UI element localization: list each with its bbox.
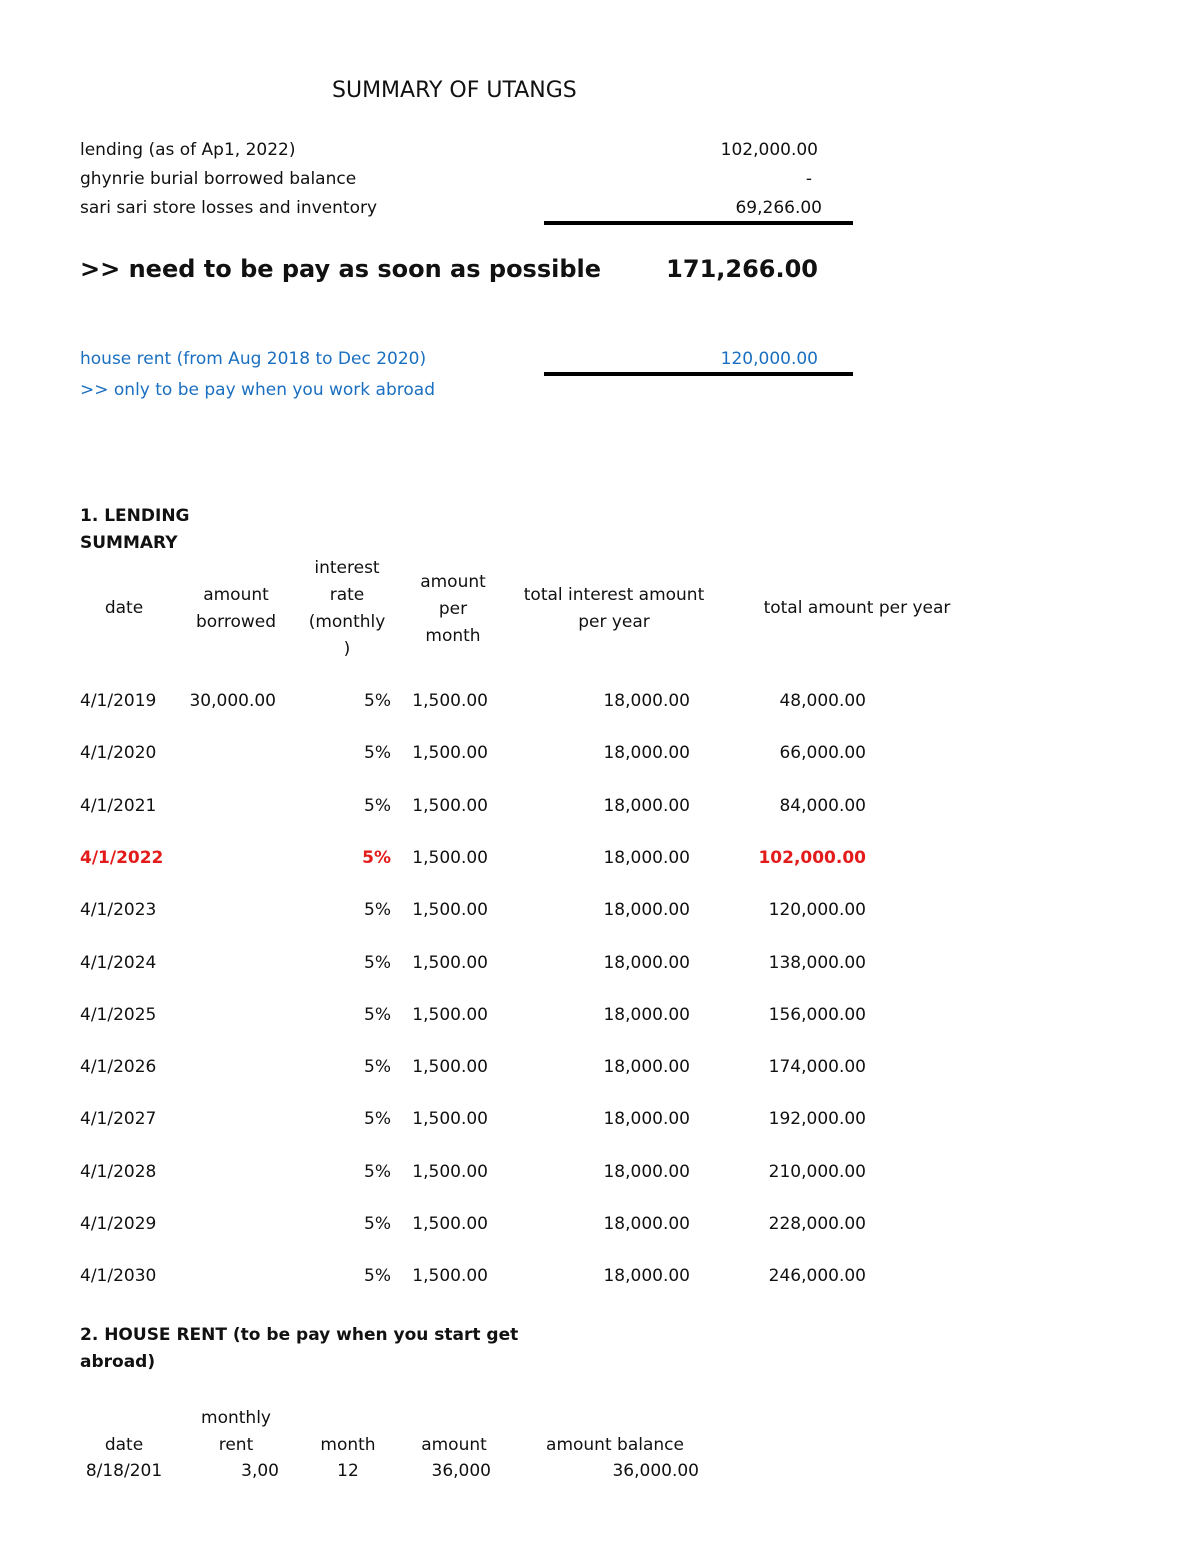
lending-row-total-year: 246,000.00 [768,1266,866,1286]
lending-row-rate: 5% [364,796,391,816]
rent-col-header-amount-balance: amount balance [546,1435,684,1455]
rent-row-amount: 36,000 [431,1461,491,1481]
lending-row-interest-year: 18,000.00 [603,691,690,711]
lending-row-date: 4/1/2019 [80,691,157,711]
rent-row-monthly-rent: 3,00 [241,1461,279,1481]
lending-row-date: 4/1/2022 [80,848,164,868]
lending-row-interest-year: 18,000.00 [603,796,690,816]
house-rent-heading-line2: abroad) [80,1352,156,1372]
lending-row-total-year: 192,000.00 [768,1109,866,1129]
lending-row-rate: 5% [364,1214,391,1234]
summary-label-lending: lending (as of Ap1, 2022) [80,140,296,160]
lending-row-rate: 5% [364,953,391,973]
lending-row-date: 4/1/2021 [80,796,157,816]
lending-row-per-month: 1,500.00 [412,1162,488,1182]
lending-row-rate: 5% [364,1266,391,1286]
total-rule [544,221,853,225]
summary-label-burial: ghynrie burial borrowed balance [80,169,357,189]
lending-row-interest-year: 18,000.00 [603,1162,690,1182]
house-rent-note: >> only to be pay when you work abroad [80,380,435,400]
lending-row-per-month: 1,500.00 [412,1057,488,1077]
lending-row-total-year: 48,000.00 [779,691,866,711]
lending-row-per-month: 1,500.00 [412,743,488,763]
lending-row-interest-year: 18,000.00 [603,900,690,920]
lending-row-rate: 5% [364,1162,391,1182]
house-rent-label: house rent (from Aug 2018 to Dec 2020) [80,349,427,369]
summary-label-store: sari sari store losses and inventory [80,198,378,218]
lending-heading-line2: SUMMARY [80,533,178,553]
lending-row-total-year: 120,000.00 [768,900,866,920]
lending-row-per-month: 1,500.00 [412,953,488,973]
lending-row-rate: 5% [364,743,391,763]
lending-row-date: 4/1/2026 [80,1057,157,1077]
rent-row-month: 12 [337,1461,359,1481]
house-rent-rule [544,372,853,376]
lending-heading-line1: 1. LENDING [80,506,190,526]
lending-row-per-month: 1,500.00 [412,1266,488,1286]
col-header-interest-rate: interest rate (monthly ) [308,558,386,659]
lending-row-interest-year: 18,000.00 [603,848,690,868]
lending-row-per-month: 1,500.00 [412,900,488,920]
lending-row-interest-year: 18,000.00 [603,1266,690,1286]
rent-row-date: 8/18/201 [85,1461,163,1481]
lending-row-borrowed: 30,000.00 [189,691,276,711]
summary-value-store: 69,266.00 [735,198,822,218]
lending-row-total-year: 228,000.00 [768,1214,866,1234]
rent-col-header-month: month [320,1435,376,1455]
lending-row-date: 4/1/2028 [80,1162,157,1182]
col-header-amount-per-month: amount per month [420,572,486,646]
rent-col-header-amount: amount [421,1435,487,1455]
lending-row-total-year: 174,000.00 [768,1057,866,1077]
lending-row-date: 4/1/2023 [80,900,157,920]
lending-row-total-year: 138,000.00 [768,953,866,973]
col-header-amount-borrowed: amount borrowed [195,585,277,632]
lending-row-interest-year: 18,000.00 [603,1214,690,1234]
lending-row-per-month: 1,500.00 [412,796,488,816]
col-header-date: date [104,598,144,618]
lending-row-total-year: 210,000.00 [768,1162,866,1182]
lending-row-interest-year: 18,000.00 [603,1109,690,1129]
lending-row-date: 4/1/2030 [80,1266,157,1286]
lending-row-rate: 5% [364,691,391,711]
lending-row-interest-year: 18,000.00 [603,743,690,763]
rent-col-header-monthly-rent: monthly rent [201,1408,271,1455]
lending-row-per-month: 1,500.00 [412,691,488,711]
total-label: >> need to be pay as soon as possible [80,255,602,283]
house-rent-heading-line1: 2. HOUSE RENT (to be pay when you start get [80,1325,519,1345]
lending-row-total-year: 156,000.00 [768,1005,866,1025]
lending-row-date: 4/1/2024 [80,953,157,973]
total-value: 171,266.00 [666,255,818,283]
lending-row-interest-year: 18,000.00 [603,1057,690,1077]
summary-value-burial: - [805,169,812,189]
col-header-total-amount: total amount per year [763,598,951,618]
lending-row-interest-year: 18,000.00 [603,1005,690,1025]
lending-row-per-month: 1,500.00 [412,848,488,868]
summary-value-lending: 102,000.00 [720,140,818,160]
lending-row-rate: 5% [364,1057,391,1077]
lending-row-rate: 5% [364,900,391,920]
lending-row-date: 4/1/2027 [80,1109,157,1129]
lending-row-per-month: 1,500.00 [412,1109,488,1129]
lending-row-total-year: 102,000.00 [758,848,866,868]
lending-row-rate: 5% [364,1109,391,1129]
lending-row-date: 4/1/2025 [80,1005,157,1025]
page-title: SUMMARY OF UTANGS [332,78,577,103]
lending-row-rate: 5% [364,1005,391,1025]
col-header-total-interest: total interest amount per year [523,585,705,632]
lending-row-total-year: 66,000.00 [779,743,866,763]
rent-col-header-date: date [104,1435,144,1455]
lending-row-total-year: 84,000.00 [779,796,866,816]
house-rent-value: 120,000.00 [720,349,818,369]
lending-row-per-month: 1,500.00 [412,1214,488,1234]
lending-row-interest-year: 18,000.00 [603,953,690,973]
lending-row-rate: 5% [362,848,391,868]
lending-row-per-month: 1,500.00 [412,1005,488,1025]
rent-row-balance: 36,000.00 [612,1461,699,1481]
lending-row-date: 4/1/2029 [80,1214,157,1234]
lending-row-date: 4/1/2020 [80,743,157,763]
